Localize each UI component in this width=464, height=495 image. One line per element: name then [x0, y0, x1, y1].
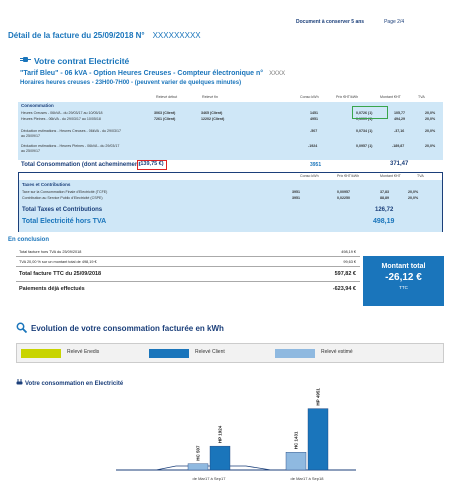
conclusion-row — [16, 282, 360, 296]
conclusion-table — [16, 247, 360, 296]
row-montant: 494,29 — [394, 117, 405, 121]
conclusion-value: 498,19 € — [341, 250, 356, 254]
votre-conso-heading — [16, 379, 123, 387]
col-tva: TVA — [418, 95, 425, 99]
row-conso: -507 — [310, 129, 318, 133]
prix-note: (1) — [368, 144, 373, 148]
legend-swatch-estime — [275, 349, 315, 358]
row-montant: -189,87 — [392, 144, 405, 148]
plug-icon — [16, 379, 23, 386]
conclusion-label: Total facture hors TVA du 25/09/2018 — [19, 250, 82, 254]
total-ht-label: Total Electricité hors TVA — [22, 218, 107, 225]
legend-enedis: Relevé Enedis — [67, 349, 100, 355]
row-debut: 3063 (Client) — [154, 111, 176, 115]
total-conso-montant: 371,47 — [390, 161, 409, 167]
chart-plot — [116, 388, 356, 481]
row-conso: -1924 — [308, 144, 318, 148]
legend-swatch-client — [149, 349, 189, 358]
contract-heading — [20, 55, 129, 66]
conclusion-row — [16, 267, 360, 282]
tarif-desc: - 06 kVA - Option Heures Creuses - Compteur électronique n° — [58, 70, 264, 77]
row-fin: 12202 (Client) — [201, 117, 225, 121]
prix-note: (1) — [368, 117, 373, 121]
montant-total-title: Montant total — [381, 263, 426, 270]
montant-total-box — [363, 256, 444, 306]
row-prix — [356, 129, 372, 134]
contract-heading-text: Votre contrat Electricité — [34, 56, 130, 66]
taxes-total-label: Total Taxes et Contributions — [22, 207, 103, 213]
row-montant: 88,89 — [380, 196, 389, 200]
col-prix: Prix €HT/kWh — [337, 174, 360, 178]
prix-note: (1) — [368, 111, 373, 115]
taxes-total-value: 126,72 — [375, 207, 394, 213]
invoice-number: XXXXXXXXX — [152, 31, 201, 40]
row-label: Taxe sur la Consommation Finale d'Electricité (TCFE) — [22, 190, 108, 194]
evolution-heading — [16, 322, 224, 333]
row-tva: 20,0% — [425, 111, 436, 115]
row-conso: 4951 — [310, 117, 318, 121]
col-releve-debut: Relevé début — [156, 95, 178, 99]
bar-hp-1 — [308, 409, 328, 470]
tarif-line — [20, 70, 285, 77]
col-conso: Conso kWh — [300, 174, 319, 178]
row-label: Heures Creuses - 06kVA - du 29/03/17 au 10/05/18 — [21, 111, 103, 115]
conclusion-row — [16, 247, 360, 257]
conclusion-value: 597,82 € — [334, 271, 356, 277]
legend-swatch-enedis — [21, 349, 61, 358]
col-montant: Montant €HT — [380, 174, 401, 178]
bar-label-hp-1: HP 4951 — [315, 388, 321, 406]
search-icon — [16, 322, 27, 333]
conclusion-value: -623,94 € — [332, 286, 356, 292]
page-header-note — [296, 19, 404, 25]
taxes-block — [18, 172, 443, 232]
col-tva: TVA — [417, 174, 424, 178]
bar-label-hc-1: HC 1431 — [293, 431, 299, 450]
category-label-0: de Mar17 à Sep17 — [192, 476, 226, 481]
col-releve-fin: Relevé fin — [202, 95, 218, 99]
row-montant: -37,16 — [394, 129, 405, 133]
col-montant: Montant €HT — [380, 95, 401, 99]
row-montant: 105,77 — [394, 111, 405, 115]
row-conso: 3951 — [292, 196, 300, 200]
total-conso-kwh: 3951 — [310, 162, 322, 168]
row-debut: 7261 (Client) — [154, 117, 176, 121]
votre-conso-text: Votre consommation en Electricité — [25, 381, 124, 387]
conclusion-label: Paiements déjà effectués — [19, 286, 85, 292]
taxes-title: Taxes et Contributions — [22, 182, 71, 187]
total-ht-value: 498,19 — [373, 218, 395, 225]
prix-note: (1) — [368, 129, 373, 133]
bar-label-hc-0: HC 507 — [195, 445, 201, 461]
legend-client: Relevé Client — [195, 349, 225, 355]
evolution-heading-text: Evolution de votre consommation facturée en kWh — [31, 324, 224, 333]
total-conso-label: Total Consommation (dont acheminement — [21, 162, 141, 168]
row-label: Contribution au Service Public d'Electricité (CSPE) — [22, 196, 103, 200]
price-highlight-box — [352, 106, 388, 119]
row-conso: 1451 — [310, 111, 318, 115]
conclusion-label: Total facture TTC du 25/09/2018 — [19, 271, 102, 277]
row-label: Déduction estimations - Heures Creuses - 06kVA - du 29/03/17 au 25/09/17 — [21, 129, 122, 138]
col-prix: Prix €HT/kWh — [336, 95, 359, 99]
row-label: Heures Pleines - 06kVA - du 29/03/17 au 10/05/18 — [21, 117, 101, 121]
row-montant: 37,83 — [380, 190, 389, 194]
legend-estime: Relevé estimé — [321, 349, 353, 355]
conclusion-row — [16, 257, 360, 267]
hours-line: Horaires heures creuses - 23H00-7H00 - (peuvent varier de quelques minutes) — [20, 80, 242, 86]
chart-legend — [16, 343, 444, 363]
taxes-body — [19, 180, 442, 232]
prix-value: 0,0734 — [356, 129, 367, 133]
conclusion-value: 99,63 € — [343, 260, 356, 264]
bar-hc-1 — [286, 452, 306, 470]
bar-hc-0 — [188, 464, 208, 470]
category-label-1: de Mar17 à Sep18 — [290, 476, 324, 481]
prix-value: 0,0726 — [356, 111, 367, 115]
row-tva: 20,0% — [425, 144, 436, 148]
tarif-name: "Tarif Bleu" — [20, 70, 59, 77]
row-prix: 0,02250 — [337, 196, 350, 200]
row-tva: 20,0% — [425, 117, 436, 121]
consumption-chart — [16, 388, 444, 490]
conclusion-heading: En conclusion — [8, 237, 50, 243]
montant-total-value: -26,12 € — [385, 272, 422, 283]
taxes-column-headers — [19, 173, 442, 180]
column-headers — [0, 93, 464, 101]
conclusion-label: TVA 20,00 % sur un montant total de 498,19 € — [19, 260, 97, 264]
row-tva: 20,0% — [425, 129, 436, 133]
acheminement-highlight: 139,75 €) — [137, 160, 167, 170]
row-prix — [356, 144, 372, 149]
plug-icon — [20, 55, 31, 64]
bar-hp-0 — [210, 446, 230, 470]
col-conso: Conso kWh — [300, 95, 319, 99]
total-consommation-row — [18, 160, 443, 171]
doc-note: Document à conserver 5 ans — [296, 19, 365, 25]
row-label: Déduction estimations - Heures Pleines - 06kVA - du 29/03/17 au 25/09/17 — [21, 144, 120, 153]
row-tva: 20,0% — [408, 190, 419, 194]
prix-value: 0,1009 — [356, 117, 367, 121]
row-tva: 20,0% — [408, 196, 419, 200]
row-prix: 0,00957 — [337, 190, 350, 194]
page-number: Page 2/4 — [384, 19, 405, 25]
meter-code: XXXX — [269, 71, 286, 77]
montant-total-unit: TTC — [399, 285, 408, 290]
page-title — [8, 31, 201, 40]
prix-value: 0,0957 — [356, 144, 367, 148]
row-fin: 3465 (Client) — [201, 111, 223, 115]
title-text: Détail de la facture du 25/09/2018 N° — [8, 31, 145, 40]
bar-label-hp-0: HP 1924 — [217, 425, 223, 444]
row-conso: 3951 — [292, 190, 300, 194]
consommation-title: Consommation — [21, 103, 54, 108]
